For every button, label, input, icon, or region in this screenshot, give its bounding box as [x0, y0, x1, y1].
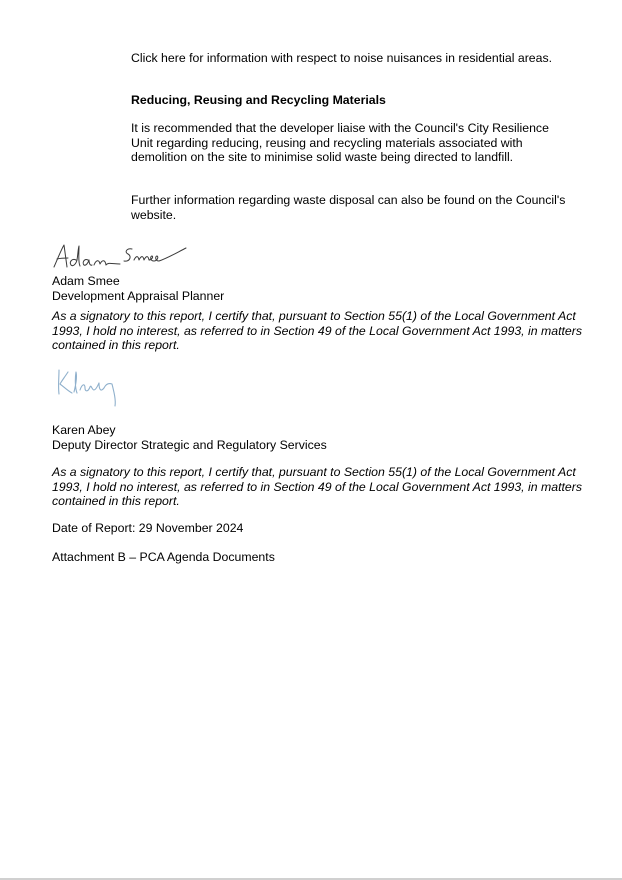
recycling-paragraph-1: It is recommended that the developer liaise with the Council's City Resilience Unit regarding reducing, reusing and recycling materials associated with demolition on the site to minimise solid waste being directed to landfill.: [131, 121, 549, 165]
attachment-line: Attachment B – PCA Agenda Documents: [52, 550, 275, 564]
signatory-2-block: [52, 423, 582, 452]
recycling-paragraph-2: Further information regarding waste disposal can also be found on the Council's website.: [131, 193, 566, 222]
signatory-1-declaration-block: [52, 309, 582, 353]
noise-info-link[interactable]: Click here for information with respect to noise nuisances in residential areas.: [131, 51, 553, 65]
recycling-paragraph-2-block: [131, 193, 571, 222]
handwritten-signature-1: [50, 240, 190, 274]
signatory-1-block: [52, 274, 582, 303]
noise-info-block: [131, 51, 571, 66]
signatory-2-title: Deputy Director Strategic and Regulatory Services: [52, 437, 327, 452]
signature-adam-smee: [50, 240, 190, 274]
handwritten-signature-2: [54, 366, 124, 410]
recycling-section: [131, 93, 571, 108]
signatory-2-name: Karen Abey: [52, 423, 116, 437]
signatory-2-declaration-block: [52, 465, 582, 509]
signatory-1-name: Adam Smee: [52, 274, 120, 288]
signatory-2-declaration: As a signatory to this report, I certify that, pursuant to Section 55(1) of the Local Government Act 1993, I hold no interest, as referred to in Section 49 of the Local Government Act 1993, in matters contained in this report.: [52, 465, 582, 509]
report-date-block: [52, 521, 582, 536]
signatory-1-title: Development Appraisal Planner: [52, 288, 225, 303]
recycling-paragraph-1-block: [131, 121, 571, 165]
recycling-heading: Reducing, Reusing and Recycling Materials: [131, 93, 386, 107]
signatory-1-declaration: As a signatory to this report, I certify that, pursuant to Section 55(1) of the Local Government Act 1993, I hold no interest, as referred to in Section 49 of the Local Government Act 1993, in matters contained in this report.: [52, 309, 582, 353]
attachment-block: [52, 550, 582, 565]
report-date: Date of Report: 29 November 2024: [52, 521, 244, 535]
signature-karen-abey: [54, 366, 124, 410]
